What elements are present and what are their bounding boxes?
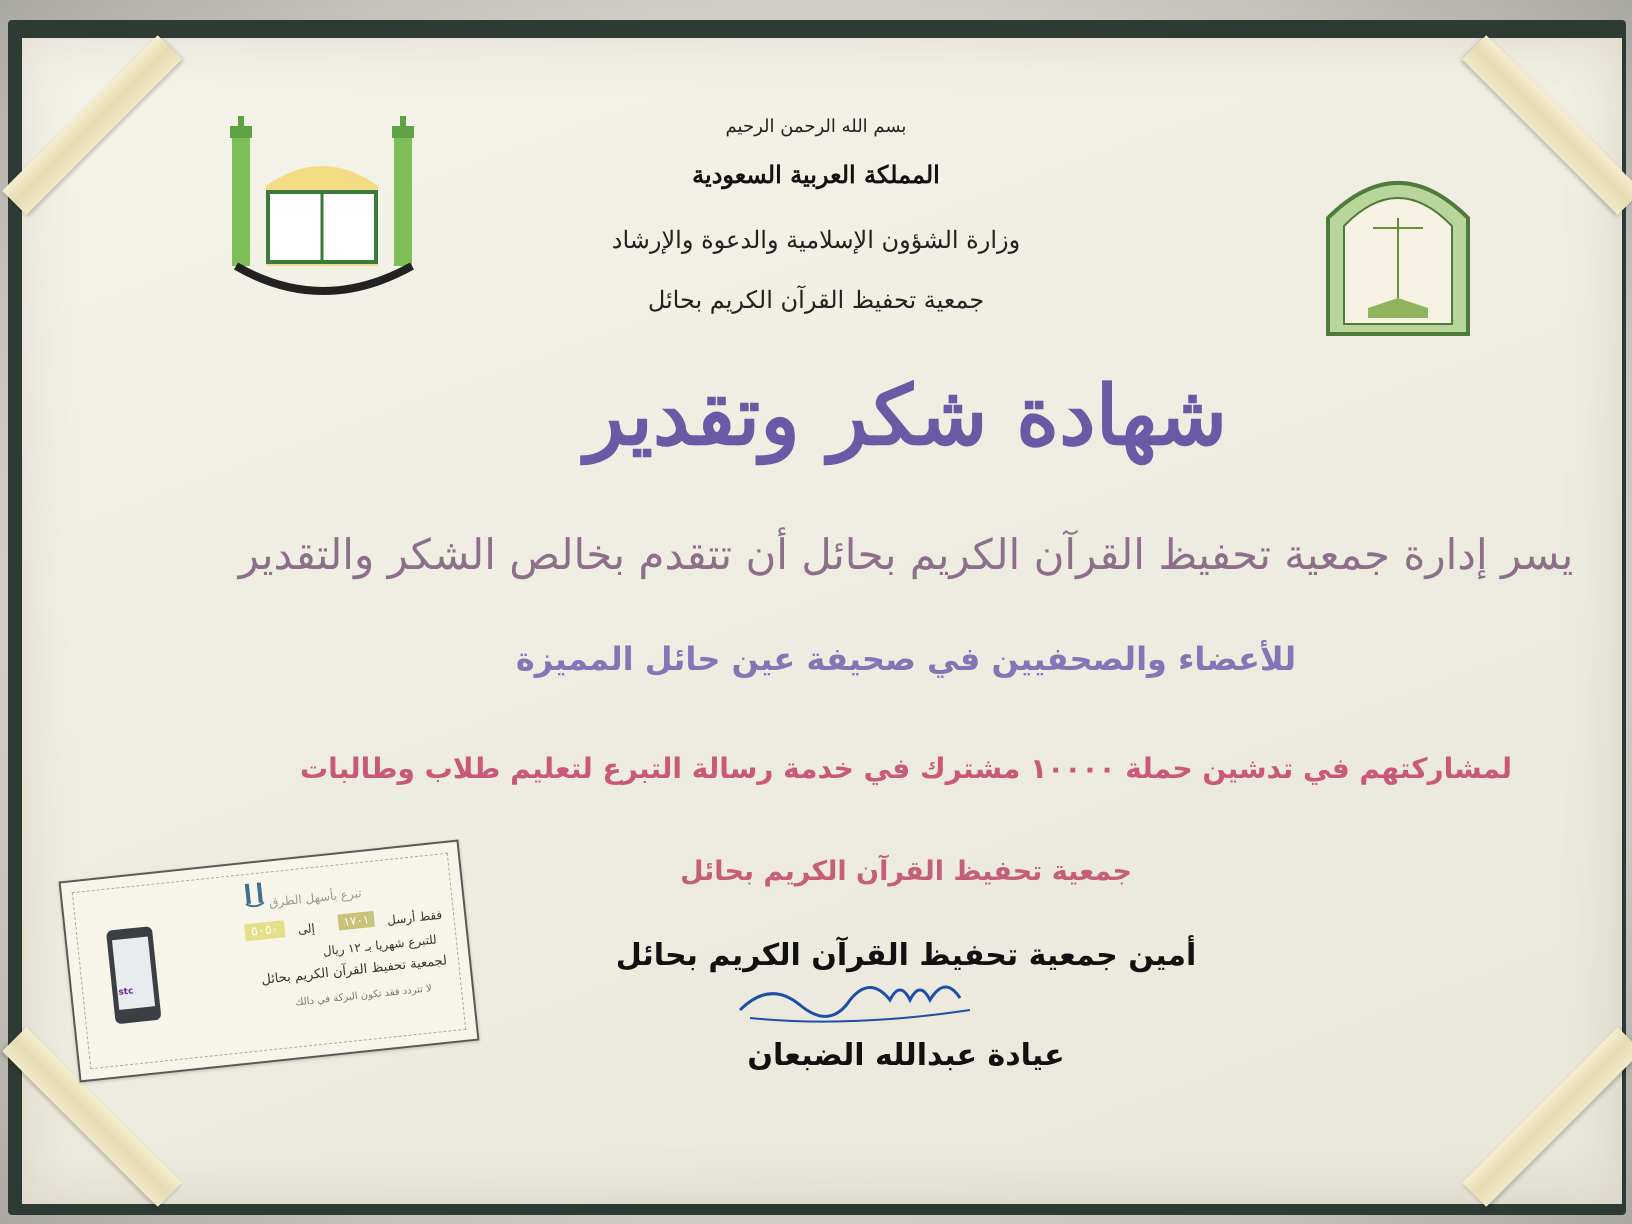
reason-line: لمشاركتهم في تدشين حملة ١٠٠٠٠ مشترك في خدمة رسالة التبرع لتعليم طلاب وطالبات (300, 752, 1512, 785)
handwritten-signature (730, 970, 990, 1030)
sticker-footer: لا تتردد فقد تكون البركة في دالك (294, 983, 433, 1009)
sticker-logo-icon (241, 878, 266, 908)
recipients-line: للأعضاء والصحفيين في صحيفة عين حائل المميزة (515, 640, 1297, 678)
thanks-line: يسر إدارة جمعية تحفيظ القرآن الكريم بحائل أن تتقدم بخالص الشكر والتقدير (238, 530, 1574, 579)
sticker-code-message: ١٧٠١ (338, 911, 375, 931)
donation-sticker (59, 840, 480, 1083)
sticker-donate-text: للتبرع شهريا بـ ١٢ ريال (322, 932, 438, 959)
sticker-send-label: فقط أرسل (386, 907, 443, 928)
signatory-name: عيادة عبدالله الضبعان (747, 1038, 1065, 1073)
basmala: بسم الله الرحمن الرحيم (725, 116, 907, 137)
stc-brand: stc (117, 986, 134, 998)
phone-screen (112, 937, 155, 1010)
sticker-title: تبرع بأسهل الطرق (268, 886, 363, 910)
sticker-association: لجمعية تحفيظ القرآن الكريم بحائل (260, 953, 448, 988)
ministry-name: وزارة الشؤون الإسلامية والدعوة والإرشاد (611, 226, 1021, 254)
association-line: جمعية تحفيظ القرآن الكريم بحائل (680, 856, 1132, 887)
sticker-to-label: إلى (297, 921, 316, 937)
sticker-code-number: ٥٠٥٠ (244, 920, 285, 941)
certificate-title: شهادة شكر وتقدير (584, 368, 1228, 464)
phone-icon (106, 926, 162, 1024)
kingdom-name: المملكة العربية السعودية (692, 160, 940, 189)
signatory-title: أمين جمعية تحفيظ القرآن الكريم بحائل (615, 938, 1197, 973)
association-header: جمعية تحفيظ القرآن الكريم بحائل (647, 286, 985, 314)
